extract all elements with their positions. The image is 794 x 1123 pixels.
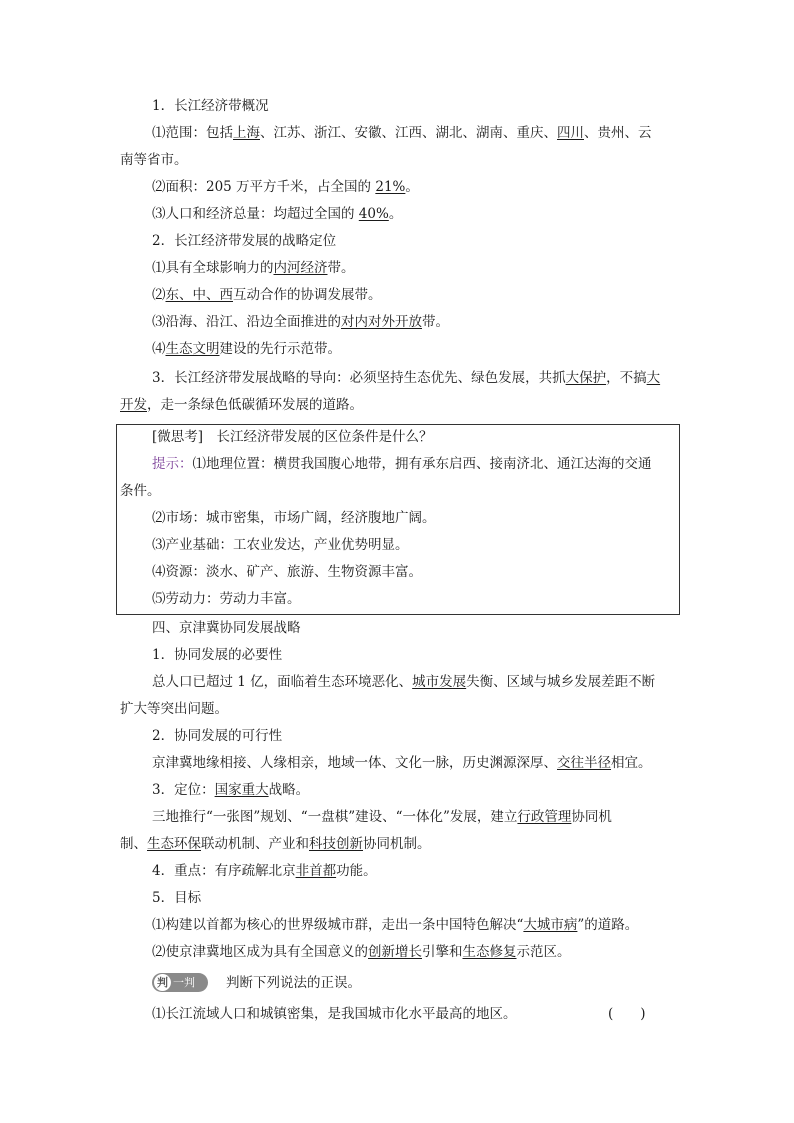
scope-line: ⑴范围：包括上海、江苏、浙江、安徽、江西、湖北、湖南、重庆、四川、贵州、云	[152, 125, 652, 141]
heading-yangtze-overview: 1．长江经济带概况	[152, 98, 269, 114]
position-2: ⑵东、中、西互动合作的协调发展带。	[152, 287, 382, 303]
scope-line-cont: 南等省市。	[120, 152, 188, 168]
heading-necessity: 1．协同发展的必要性	[152, 647, 283, 663]
hint-label: 提示：	[152, 456, 193, 472]
feasibility-text: 京津冀地缘相接、人缘相亲，地域一体、文化一脉，历史渊源深厚、交往半径相宜。	[152, 755, 652, 771]
necessity-text-cont: 扩大等突出问题。	[120, 701, 228, 717]
judge-question-1: ⑴长江流域人口和城镇密集，是我国城市化水平最高的地区。	[152, 1006, 517, 1022]
mechanism-text: 三地推行“一张图”规划、“一盘棋”建设、“一体化”发展，建立行政管理协同机	[152, 809, 612, 825]
hint-line-1: 提示：⑴地理位置：横贯我国腹心地带，拥有承东启西、接南济北、通江达海的交通	[152, 456, 652, 472]
answer-parentheses[interactable]: ( )	[608, 1006, 646, 1022]
hint-line-4: ⑷资源：淡水、矿产、旅游、生物资源丰富。	[152, 564, 422, 580]
position-1: ⑴具有全球影响力的内河经济带。	[152, 260, 355, 276]
hint-line-3: ⑶产业基础：工农业发达，产业优势明显。	[152, 537, 409, 553]
hint-line-2: ⑵市场：城市密集，市场广阔，经济腹地广阔。	[152, 510, 436, 526]
heading-jingjinji: 四、京津冀协同发展战略	[152, 620, 301, 636]
judge-badge-char: 判	[154, 974, 171, 991]
goal-2: ⑵使京津冀地区成为具有全国意义的创新增长引擎和生态修复示范区。	[152, 944, 571, 960]
focus-line: 4．重点：有序疏解北京非首都功能。	[152, 863, 377, 879]
strategy-guidance: 3．长江经济带发展战略的导向：必须坚持生态优先、绿色发展，共抓大保护，不搞大	[152, 370, 661, 386]
heading-goals: 5．目标	[152, 890, 202, 906]
goal-1: ⑴构建以首都为核心的世界级城市群，走出一条中国特色解决“大城市病”的道路。	[152, 917, 639, 933]
heading-strategic-position: 2．长江经济带发展的战略定位	[152, 233, 337, 249]
positioning-line: 3．定位：国家重大战略。	[152, 782, 310, 798]
mechanism-text-cont: 制、生态环保联动机制、产业和科技创新协同机制。	[120, 836, 431, 852]
judge-badge	[152, 973, 208, 992]
necessity-text: 总人口已超过 1 亿，面临着生态环境恶化、城市发展失衡、区域与城乡发展差距不断	[152, 674, 656, 690]
hint-line-5: ⑸劳动力：劳动力丰富。	[152, 591, 301, 607]
population-line: ⑶人口和经济总量：均超过全国的 40%。	[152, 206, 403, 222]
judge-badge-text: 一判	[173, 976, 195, 989]
strategy-guidance-cont: 开发，走一条绿色低碳循环发展的道路。	[120, 397, 363, 413]
position-4: ⑷生态文明建设的先行示范带。	[152, 341, 341, 357]
area-line: ⑵面积：205 万平方千米，占全国的 21%。	[152, 179, 419, 195]
position-3: ⑶沿海、沿江、沿边全面推进的对内对外开放带。	[152, 314, 449, 330]
think-box-title: [微思考] 长江经济带发展的区位条件是什么？	[152, 429, 433, 445]
judge-instruction: 判断下列说法的正误。	[226, 975, 361, 991]
hint-line-1-cont: 条件。	[120, 483, 161, 499]
heading-feasibility: 2．协同发展的可行性	[152, 728, 283, 744]
